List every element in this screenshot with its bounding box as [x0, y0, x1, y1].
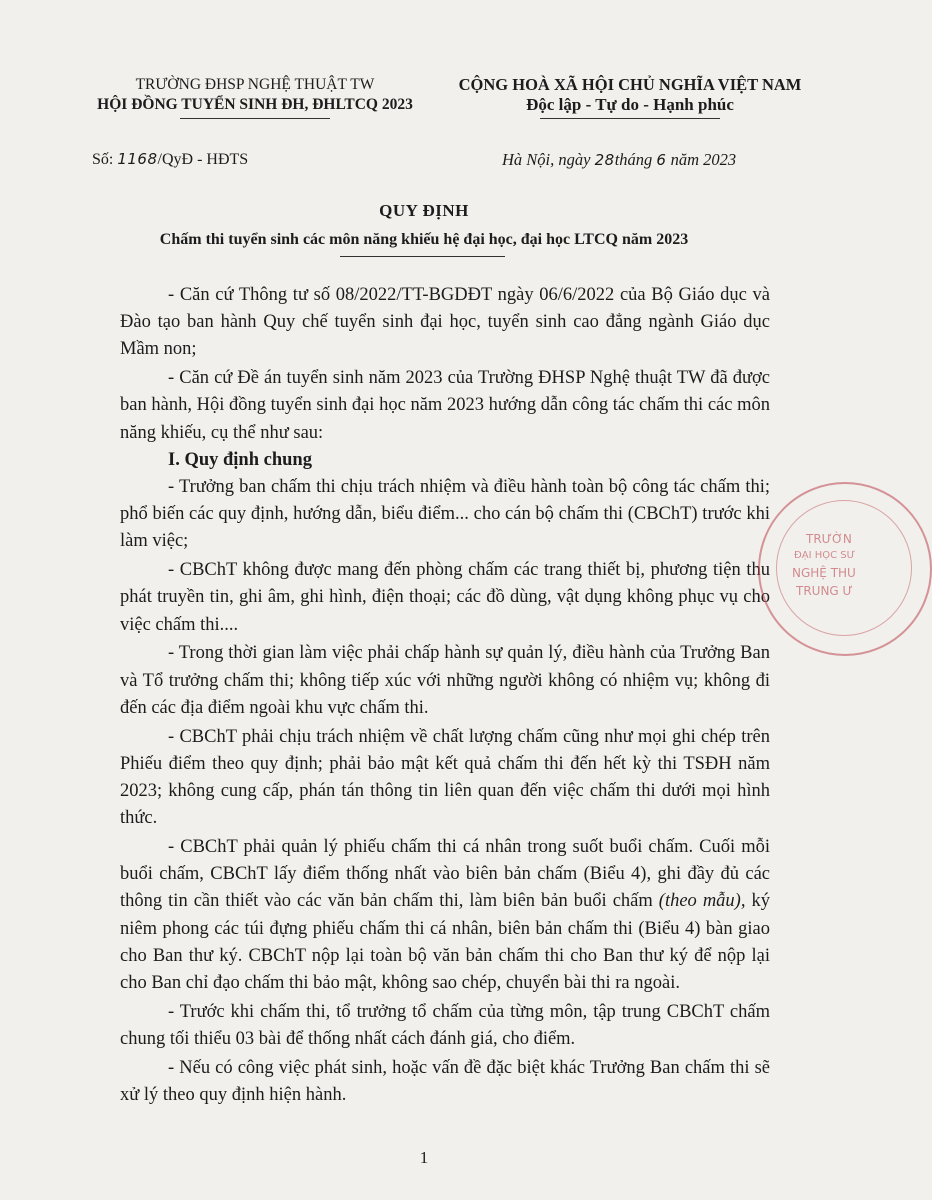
- header-left-underline: [180, 118, 330, 119]
- header-right-underline: [540, 118, 720, 119]
- red-seal-stamp: [758, 482, 932, 656]
- rule-paragraph-4: - CBChT phải chịu trách nhiệm về chất lượng chấm cũng như mọi ghi chép trên Phiếu điểm theo quy định; phải bảo mật kết quả chấm thi đến hết kỳ thi TSĐH năm 2023; không cung cấp, phán tán thông tin liên quan đến việc chấm thi dưới mọi hình thức.: [120, 726, 770, 829]
- rule-paragraph-5-italic: (theo mẫu),: [658, 891, 746, 912]
- document-number-suffix: /QyĐ - HĐTS: [157, 151, 249, 168]
- document-subtitle: Chấm thi tuyển sinh các môn năng khiếu hệ đại học, đại học LTCQ năm 2023: [159, 231, 689, 248]
- document-body: [120, 282, 770, 1109]
- document-date: [502, 150, 736, 170]
- rule-paragraph-3: - Trong thời gian làm việc phải chấp hành sự quản lý, điều hành của Trưởng Ban và Tổ trưởng chấm thi; không tiếp xúc với những người không có nhiệm vụ; không đi đến các địa điểm ngoài khu vực chấm thi.: [120, 643, 770, 718]
- date-year: năm 2023: [670, 150, 737, 169]
- stamp-text-1: TRƯỜN: [806, 532, 852, 546]
- stamp-text-2: ĐẠI HỌC SƯ: [794, 550, 856, 561]
- rule-paragraph-1: - Trưởng ban chấm thi chịu trách nhiệm và điều hành toàn bộ công tác chấm thi; phổ biến các quy định, hướng dẫn, biểu điểm... cho cán bộ chấm thi (CBChT) trước khi làm việc;: [120, 477, 770, 552]
- date-month-handwritten: 6: [656, 151, 667, 169]
- document-title: QUY ĐỊNH: [379, 201, 469, 220]
- country-name: CỘNG HOÀ XÃ HỘI CHỦ NGHĨA VIỆT NAM: [458, 75, 802, 94]
- document-number-prefix: Số:: [92, 151, 114, 168]
- rule-paragraph-2: - CBChT không được mang đến phòng chấm các trang thiết bị, phương tiện thu phát truyền tin, ghi âm, ghi hình, điện thoại; các đồ dùng, vật dụng không phục vụ cho việc chấm thi....: [120, 560, 770, 635]
- date-month-label: tháng: [614, 150, 653, 169]
- date-day-handwritten: 28: [594, 151, 615, 169]
- rule-paragraph-5: [120, 834, 770, 997]
- national-motto: [440, 75, 820, 119]
- date-place: Hà Nội, ngày: [502, 150, 591, 169]
- section-heading: I. Quy định chung: [168, 449, 312, 470]
- legal-basis-paragraph-2: - Căn cứ Đề án tuyển sinh năm 2023 của Trường ĐHSP Nghệ thuật TW đã được ban hành, Hội đồng tuyển sinh đại học năm 2023 hướng dẫn công tác chấm thi các môn năng khiếu, cụ thể như sau:: [120, 368, 770, 443]
- issuing-organization: [80, 75, 430, 119]
- legal-basis-paragraph-1: - Căn cứ Thông tư số 08/2022/TT-BGDĐT ngày 06/6/2022 của Bộ Giáo dục và Đào tạo ban hành Quy chế tuyển sinh đại học, tuyển sinh cao đẳng ngành Giáo dục Mầm non;: [120, 285, 770, 360]
- document-number-handwritten: 1168: [117, 150, 158, 168]
- subtitle-underline: [340, 256, 505, 257]
- rule-paragraph-5-text-a: - CBChT phải quản lý phiếu chấm thi cá nhân trong suốt buổi chấm. Cuối mỗi buổi chấm, CBChT lấy điểm thống nhất vào biên bản chấm (Biểu 4), ghi đầy đủ các thông tin cần thiết vào các văn bản chấm thi, làm biên bản buổi chấm: [120, 837, 770, 912]
- document-number: [92, 150, 248, 169]
- rule-paragraph-6: - Trước khi chấm thi, tổ trưởng tổ chấm của từng môn, tập trung CBChT chấm chung tối thiểu 03 bài để thống nhất cách đánh giá, cho điểm.: [120, 1001, 770, 1050]
- stamp-text-3: NGHỆ THU: [792, 566, 856, 580]
- motto: Độc lập - Tự do - Hạnh phúc: [526, 95, 734, 114]
- council-name: HỘI ĐỒNG TUYỂN SINH ĐH, ĐHLTCQ 2023: [97, 96, 413, 113]
- stamp-text-4: TRUNG Ư: [796, 584, 853, 598]
- rule-paragraph-5-text-b: ký niêm phong các túi đựng phiếu chấm thi cá nhân, biên bản chấm thi (Biểu 4) bàn giao cho Ban thư ký. CBChT nộp lại toàn bộ văn bản chấm thi cho Ban thư ký để nộp lại cho Ban chỉ đạo chấm thi bảo mật, không sao chép, chuyển bài thi ra ngoài.: [120, 891, 770, 994]
- organization-name: TRƯỜNG ĐHSP NGHỆ THUẬT TW: [135, 76, 375, 93]
- rule-paragraph-7: - Nếu có công việc phát sinh, hoặc vấn đề đặc biệt khác Trưởng Ban chấm thi sẽ xử lý theo quy định hiện hành.: [120, 1057, 770, 1106]
- page-number: 1: [419, 1148, 429, 1167]
